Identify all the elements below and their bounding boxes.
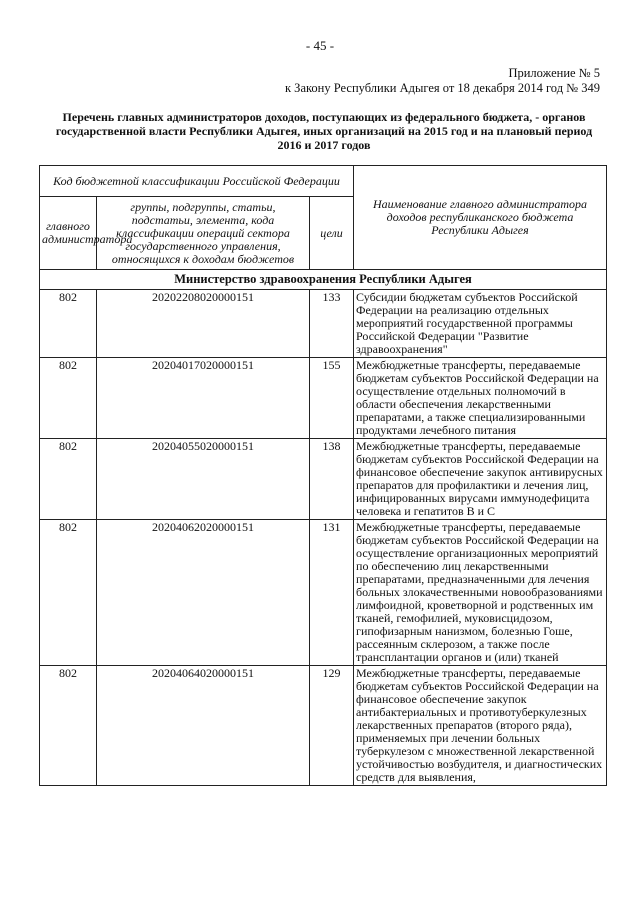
cell-name: Межбюджетные трансферты, передаваемые бюджетам субъектов Российской Федерации на финансовое обеспечение закупок антибактериальных и противотуберкулезных лекарственных препаратов (второго ряда), применяемых при лечении больных туберкулезом с множественной лекарственной устойчивостью возбудителя, и диагностических средств для выявления, [354,666,607,786]
appendix-note [285,66,600,96]
page-number: - 45 - [305,38,335,53]
cell-admin: 802 [40,666,97,786]
header-group-title: Код бюджетной классификации Российской Федерации [40,166,354,197]
table-row [40,666,607,786]
cell-code: 20204062020000151 [97,520,310,666]
appendix-line-2: к Закону Республики Адыгея от 18 декабря 2014 год № 349 [284,81,600,95]
appendix-line-1: Приложение № 5 [508,66,600,80]
header-groups-column: группы, подгруппы, статьи, подстатьи, элемента, кода классификации операций сектора государственного управления, относящихся к доходам бюджетов [97,197,310,270]
cell-code: 20204017020000151 [97,358,310,439]
table-row [40,290,607,358]
header-admin-column: главного администратора [40,197,97,270]
cell-code: 20202208020000151 [97,290,310,358]
cell-admin: 802 [40,290,97,358]
table-row [40,520,607,666]
cell-admin: 802 [40,520,97,666]
administrators-table [39,165,607,786]
cell-admin: 802 [40,439,97,520]
table-row [40,439,607,520]
cell-goal: 129 [310,666,354,786]
cell-name: Межбюджетные трансферты, передаваемые бюджетам субъектов Российской Федерации на осуществление отдельных полномочий в области обеспечения лекарственными препаратами, а также специализированными продуктами лечебного питания [354,358,607,439]
cell-name: Межбюджетные трансферты, передаваемые бюджетам субъектов Российской Федерации на осуществление организационных мероприятий по обеспечению лиц лекарственными препаратами, предназначенными для лечения больных злокачественными новообразованиями лимфоидной, кроветворной и родственных им тканей, гемофилией, муковисцидозом, гипофизарным нанизмом, болезнью Гоше, рассеянным склерозом, а также после трансплантации органов и (или) тканей [354,520,607,666]
header-row-1 [40,166,607,197]
section-row [40,270,607,290]
header-goal-column: цели [310,197,354,270]
cell-code: 20204055020000151 [97,439,310,520]
cell-goal: 138 [310,439,354,520]
cell-code: 20204064020000151 [97,666,310,786]
table-row [40,358,607,439]
cell-admin: 802 [40,358,97,439]
cell-name: Субсидии бюджетам субъектов Российской Федерации на реализацию отдельных мероприятий государственной программы Российской Федерации "Развитие здравоохранения" [354,290,607,358]
section-title: Министерство здравоохранения Республики Адыгея [40,270,607,290]
cell-name: Межбюджетные трансферты, передаваемые бюджетам субъектов Российской Федерации на финансовое обеспечение закупок антивирусных препаратов для профилактики и лечения лиц, инфицированных вирусами иммунодефицита человека и гепатитов B и C [354,439,607,520]
cell-goal: 131 [310,520,354,666]
cell-goal: 155 [310,358,354,439]
cell-goal: 133 [310,290,354,358]
document-title: Перечень главных администраторов доходов, поступающих из федерального бюджета, - органов государственной власти Республики Адыгея, иных организаций на 2015 год и на плановый период 2016 и 2017 годов [55,110,593,152]
header-name-column: Наименование главного администратора доходов республиканского бюджета Республики Адыгея [354,166,607,270]
